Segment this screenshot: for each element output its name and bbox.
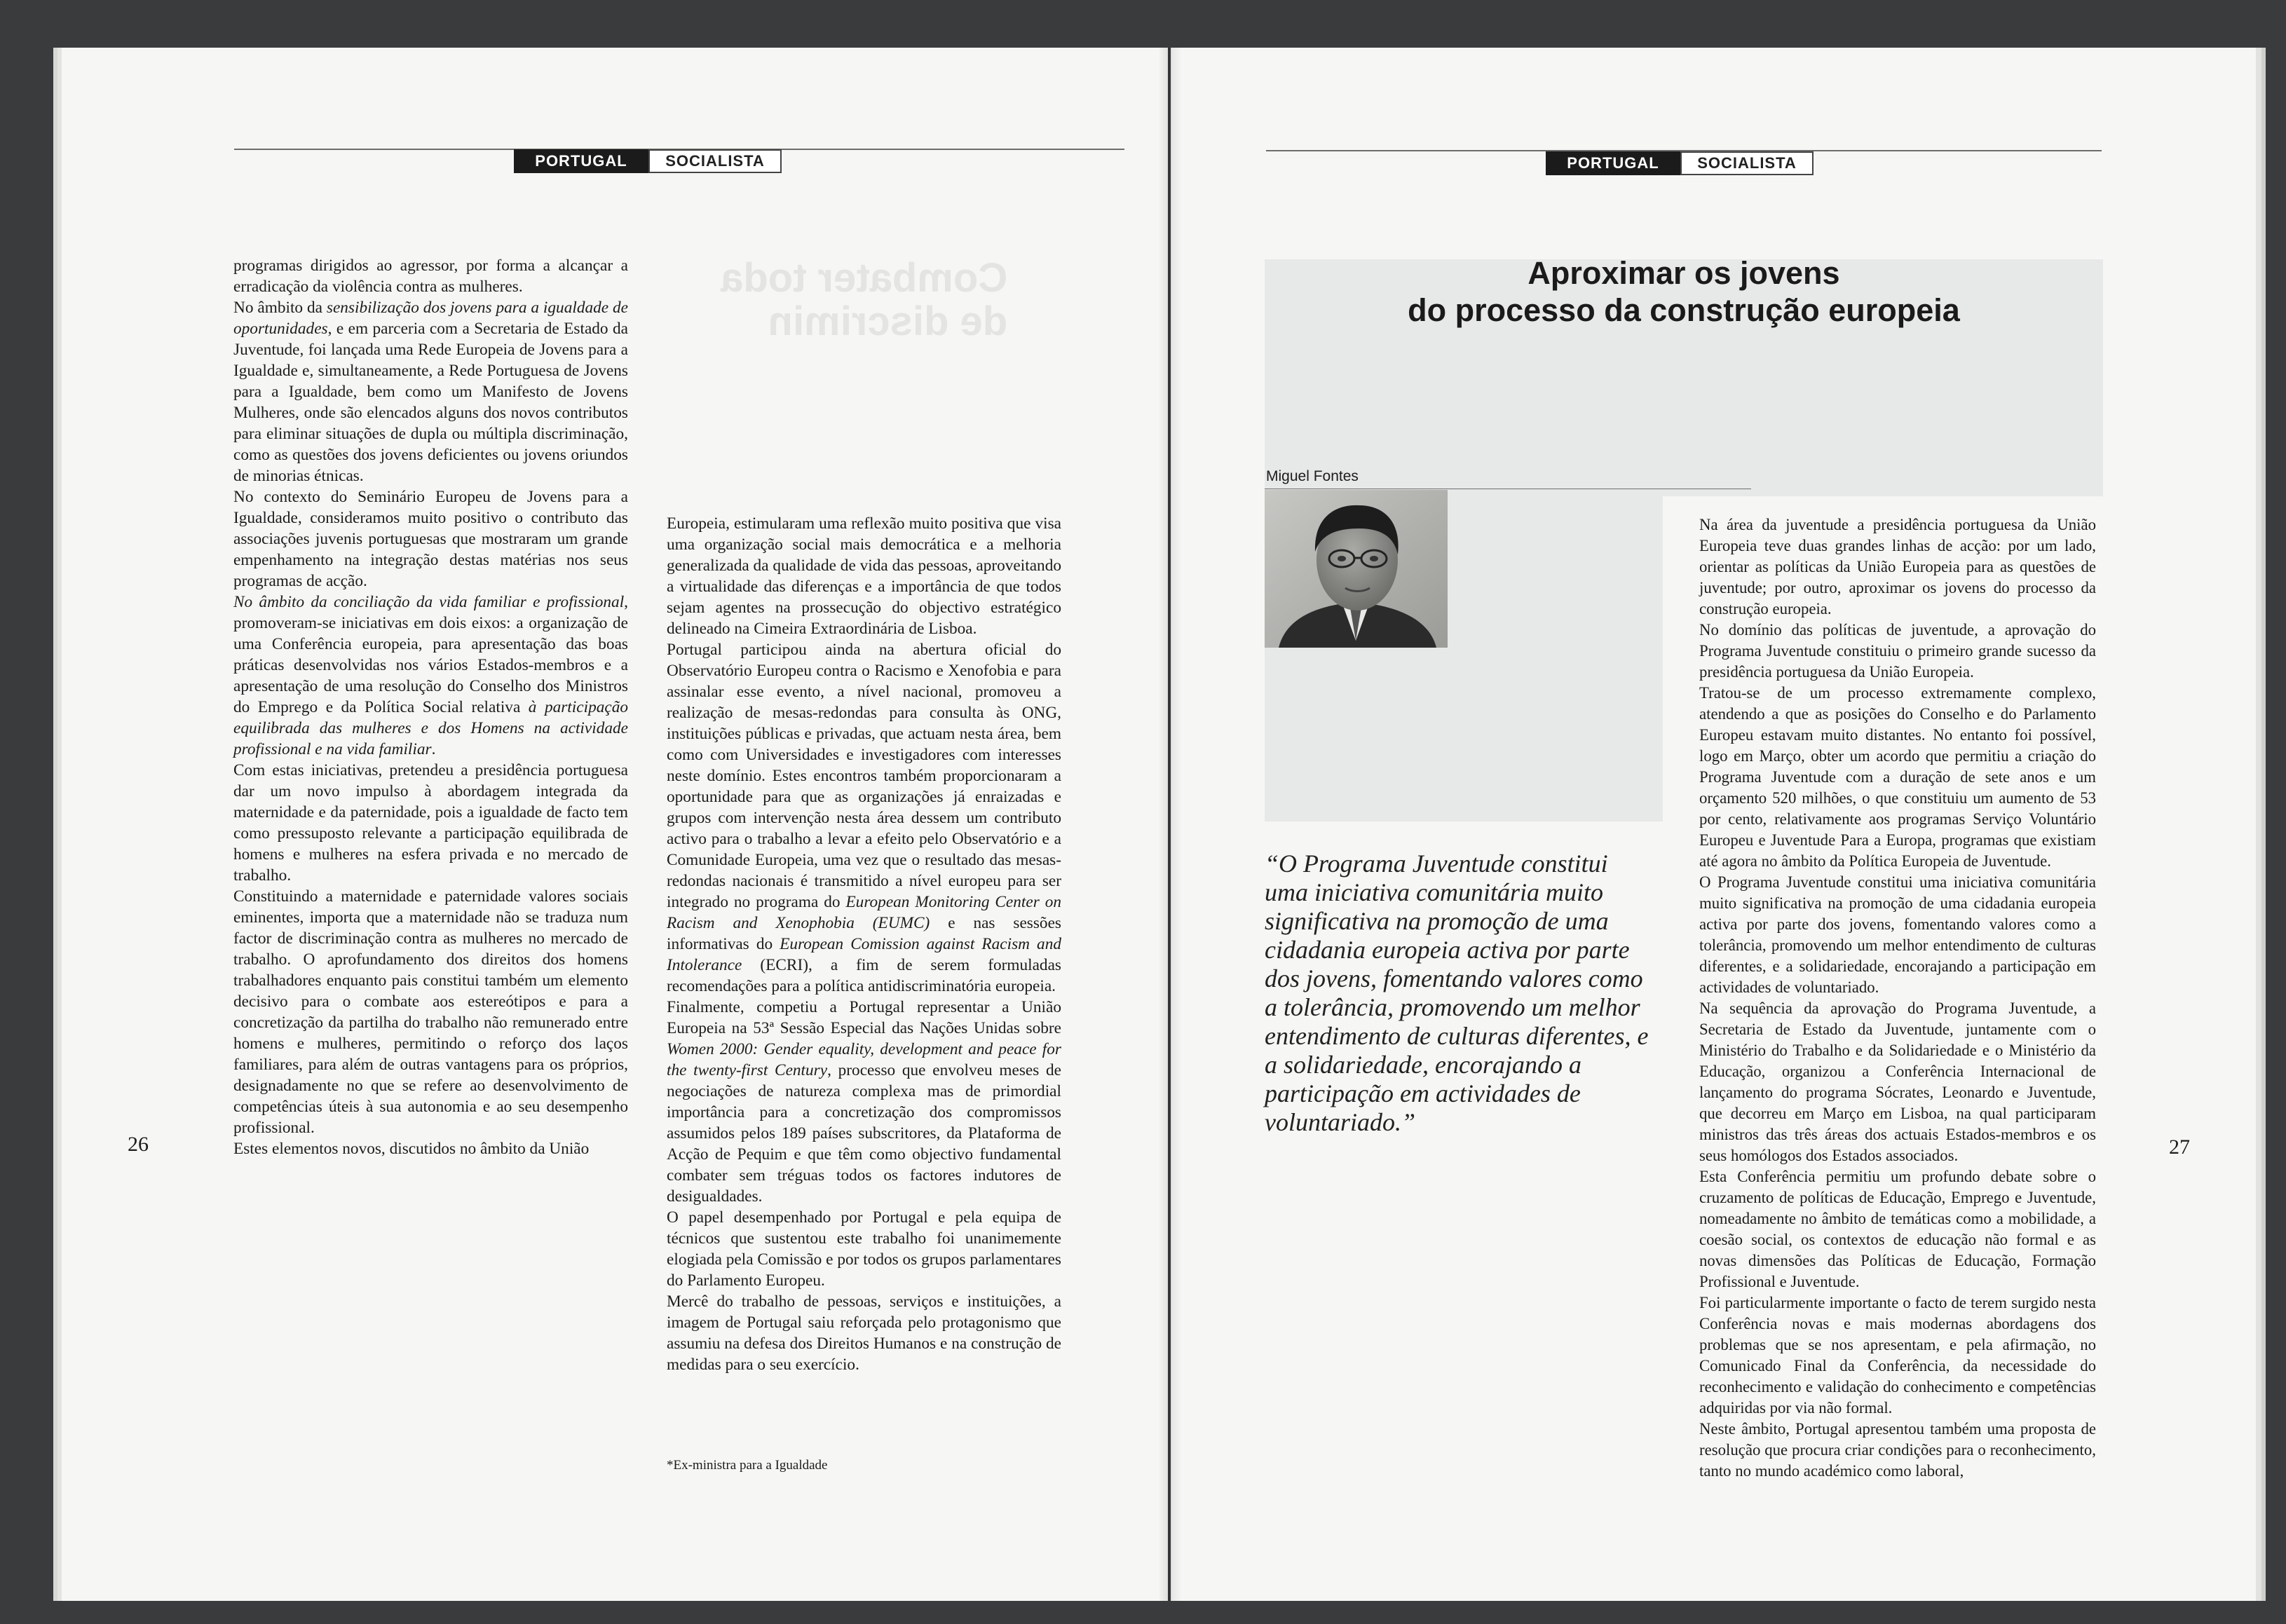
header-socialista: SOCIALISTA (1680, 151, 1814, 175)
header-banner (1546, 151, 1814, 175)
show-through-text: Combater toda de discrimin (721, 255, 1008, 344)
header-portugal: PORTUGAL (514, 149, 648, 173)
left-page (62, 48, 1168, 1601)
article-title-line-2: do processo da construção europeia (1408, 292, 1960, 328)
page-number-right: 27 (2169, 1135, 2190, 1159)
author-byline: Miguel Fontes (1266, 468, 1359, 484)
article-title (1265, 254, 2103, 329)
right-page (1171, 48, 2256, 1601)
book-spine-shadow (1158, 48, 1182, 1601)
header-banner (514, 149, 782, 173)
article-column-1: programas dirigidos ao agressor, por forma a alcançar a erradicação da violência contra as mulheres. No âmbito da sensibilização dos jovens para a igualdade de oportunidades, e em parceria com a Secretaria de Estado da Juventude, foi lançada uma Rede Europeia de Jovens para a Igualdade e, simultaneamente, a Rede Portuguesa de Jovens para a Igualdade, bem como um Manifesto de Jovens Mulheres, onde são elencados alguns dos novos contributos para eliminar situações de dupla ou múltipla discriminação, como as questões dos jovens deficientes ou jovens oriundos de minorias étnicas. No contexto do Seminário Europeu de Jovens para a Igualdade, consideramos muito positivo o contributo das associações juvenis portuguesas que mostraram um grande empenhamento na integração destas matérias nos seus programas de acção. No âmbito da conciliação da vida familiar e profissional, promoveram-se iniciativas em dois eixos: a organização de uma Conferência europeia, para apresentação das boas práticas desenvolvidas nos vários Estados-membros e a apresentação de uma resolução do Conselho dos Ministros do Emprego e da Política Social relativa à participação equilibrada das mulheres e dos Homens na actividade profissional e na vida familiar. Com estas iniciativas, pretendeu a presidência portuguesa dar um novo impulso à abordagem integrada da maternidade e da paternidade, pois a igualdade de facto tem como pressuposto relevante a participação equilibrada de homens e mulheres na esfera privada e no mercado de trabalho. Constituindo a maternidade e paternidade valores sociais eminentes, importa que a maternidade não se traduza num factor de discriminação contra as mulheres no mercado de trabalho. O aprofundamento dos direitos dos homens trabalhadores enquanto pais constitui também um elemento decisivo para o combate aos estereótipos e para a concretização da partilha do trabalho não remunerado entre homens e mulheres, permitindo o reforço dos laços familiares, para além de outras vantagens para os próprios, designadamente no que se refere ao desenvolvimento de competências úteis à sua autonomia e ao seu desempenho profissional. Estes elementos novos, discutidos no âmbito da União (233, 257, 629, 1158)
article-column-2: Europeia, estimularam uma reflexão muito positiva que visa uma organização social mais democrática e a melhoria generalizada da qualidade de vida das pessoas, aproveitando a virtualidade das diferenças e a importância de que todos sejam agentes na prossecução do objectivo estratégico delineado na Cimeira Extraordinária de Lisboa. Portugal participou ainda na abertura oficial do Observatório Europeu contra o Racismo e Xenofobia e para assinalar esse evento, a nível nacional, promoveu a realização de mesas-redondas para consulta às ONG, instituições públicas e privadas, que actuam nesta área, bem como com Universidades e investigadores com interesses neste domínio. Estes encontros também proporcionaram a oportunidade para que as organizações já enraizadas e grupos com intervenção nesta área dessem um contributo activo para o trabalho a levar a efeito pelo Observatório e a Comunidade Europeia, uma vez que o resultado das mesas-redondas nacionais é transmitido a nível europeu para ser integrado no programa do European Monitoring Center on Racism and Xenophobia (EUMC) e nas sessões informativas do European Comission against Racism and Intolerance (ECRI), a fim de serem formuladas recomendações para a política antidiscriminatória europeia. Finalmente, competiu a Portugal representar a União Europeia na 53ª Sessão Especial das Nações Unidas sobre Women 2000: Gender equality, development and peace for the twenty-first Century, processo que envolveu meses de negociações de natureza complexa mas de primordial importância para a concretização dos compromissos assumidos pelos 189 países subscritores, da Plataforma de Acção de Pequim e que têm como objectivo fundamental combater sem tréguas todos os factores indutores de desigualdades. O papel desempenhado por Portugal e pela equipa de técnicos que sustentou este trabalho foi unanimemente elogiada pela Comissão e por todos os grupos parlamentares do Parlamento Europeu. Mercê do trabalho de pessoas, serviços e instituições, a imagem de Portugal saiu reforçada pelo protagonismo que assumiu na defesa dos Direitos Humanos e na construção de medidas para o seu exercício. (667, 514, 1061, 1374)
author-portrait (1265, 490, 1448, 648)
footnote: *Ex-ministra para a Igualdade (667, 1458, 828, 1473)
header-portugal: PORTUGAL (1546, 151, 1680, 175)
portrait-photo-icon (1265, 490, 1448, 648)
article-column: Na área da juventude a presidência portuguesa da União Europeia teve duas grandes linhas de acção: por um lado, orientar as políticas da União Europeia para as questões de juventude; por outro, aproximar os jovens do processo da construção europeia. No domínio das políticas de juventude, a aprovação do Programa Juventude constituiu o primeiro grande sucesso da presidência portuguesa da União Europeia. Tratou-se de um processo extremamente complexo, atendendo a que as posições do Conselho e do Parlamento Europeu estavam muito distantes. No entanto foi possível, logo em Março, obter um acordo que permitiu a criação do Programa Juventude com a duração de sete anos e um orçamento 520 milhões, o que constituiu um aumento de 53 por cento, relativamente aos programas Serviço Voluntário Europeu e Juventude Para a Europa, programas que existiam até agora no âmbito da Política Europeia de Juventude. O Programa Juventude constitui uma iniciativa comunitária muito significativa na promoção de uma cidadania europeia activa por parte dos jovens, fomentando valores como a tolerância, promovendo um melhor entendimento de culturas diferentes, e a solidariedade, encorajando a participação em actividades de voluntariado. Na sequência da aprovação do Programa Juventude, a Secretaria de Estado da Juventude, juntamente com o Ministério do Trabalho e da Solidariedade e o Ministério da Educação, organizou a Conferência Internacional de lançamento do programa Sócrates, Leonardo e Juventude, que decorreu em Março em Lisboa, na qual participaram ministros das três áreas dos actuais Estados-membros e os seus homólogos dos Estados associados. Esta Conferência permitiu um profundo debate sobre o cruzamento de políticas de Educação, Emprego e Juventude, nomeadamente no âmbito de temáticas como a mobilidade, a coesão social, os contextos de educação não formal e as novas dimensões das Políticas de Educação, Formação Profissional e Juventude. Foi particularmente importante o facto de terem surgido nesta Conferência novas e mais modernas abordagens dos problemas que se nos apresentam, e pela afirmação, no Comunicado Final da Conferência, da necessidade do reconhecimento e validação do conhecimento e competências adquiridas por via não formal. Neste âmbito, Portugal apresentou também uma proposta de resolução que procura criar condições para o reconhecimento, tanto no mundo académico como laboral, (1699, 516, 2096, 1480)
header-socialista: SOCIALISTA (648, 149, 782, 173)
pull-quote: “O Programa Juventude constitui uma iniciativa comunitária muito significativa na promoção de uma cidadania europeia activa por parte dos jovens, fomentando valores como a tolerância, promovendo um melhor entendimento de culturas diferentes, e a solidariedade, encorajando a participação em actividades de voluntariado.” (1265, 849, 1649, 1136)
article-title-line-1: Aproximar os jovens (1528, 255, 1840, 291)
page-number-left: 26 (128, 1133, 149, 1156)
